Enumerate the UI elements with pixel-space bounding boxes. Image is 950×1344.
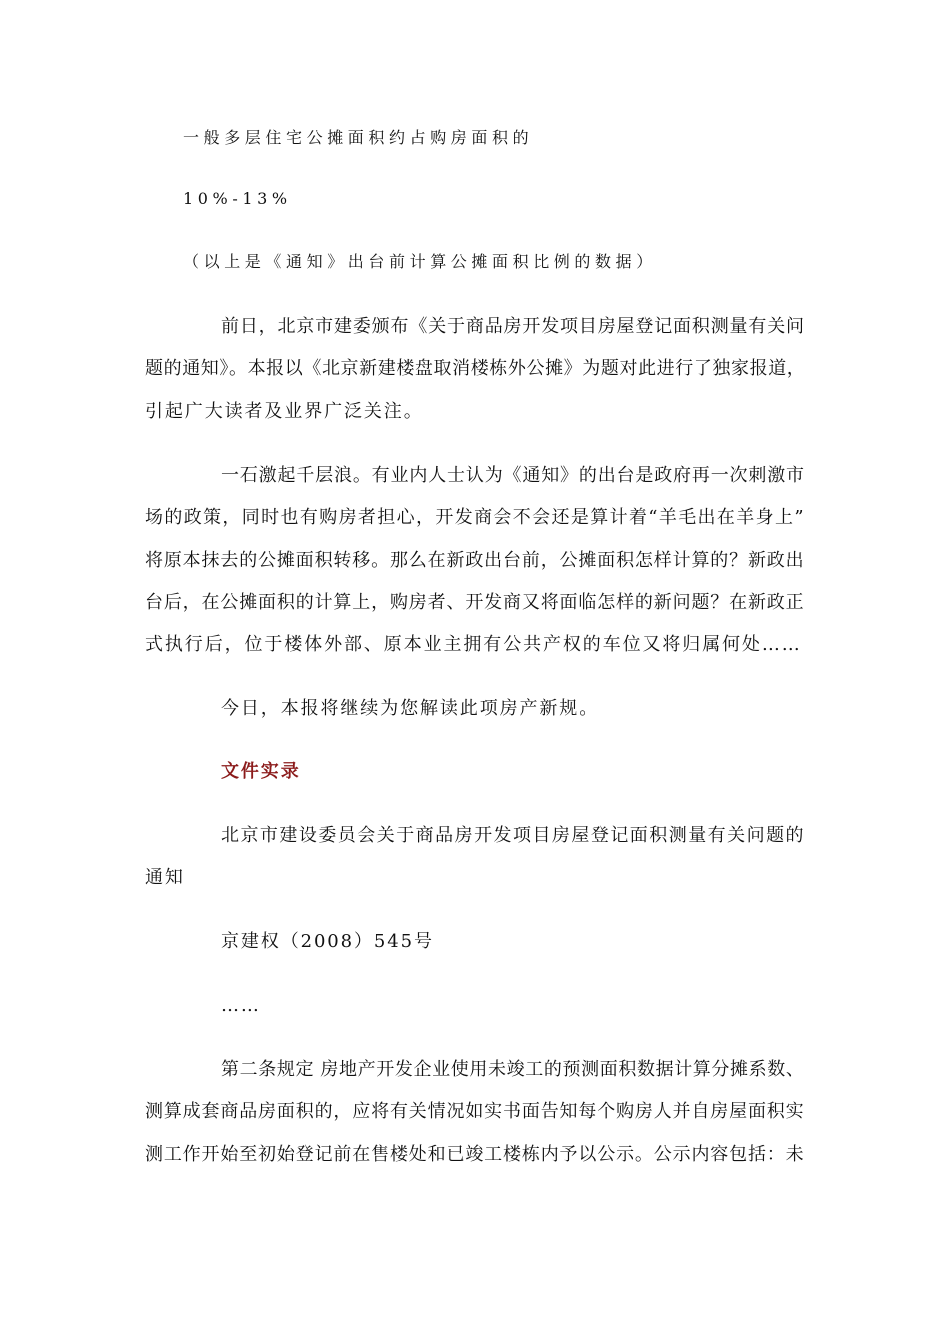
paragraph1-line-2: 题的通知》。本报以《北京新建楼盘取消楼栋外公摊》为题对此进行了独家报道，	[145, 358, 806, 379]
section-heading: 文件实录	[221, 761, 301, 782]
paragraph2-line-4: 台后，在公摊面积的计算上，购房者、开发商又将面临怎样的新问题？在新政正	[145, 592, 805, 613]
paragraph1-line-1: 前日，北京市建委颁布《关于商品房开发项目房屋登记面积测量有关问	[221, 316, 805, 337]
ellipsis: ……	[221, 995, 261, 1016]
paragraph1-line-3: 引起广大读者及业界广泛关注。	[145, 401, 424, 422]
notice-title-line-1: 北京市建设委员会关于商品房开发项目房屋登记面积测量有关问题的	[221, 825, 805, 846]
article2-line-2: 测算成套商品房面积的，应将有关情况如实书面告知每个购房人并自房屋面积实	[145, 1101, 805, 1122]
notice-title-line-2: 通知	[145, 867, 185, 888]
intro-line-1: 一般多层住宅公摊面积约占购房面积的	[183, 128, 534, 147]
intro-line-3: （以上是《通知》出台前计算公摊面积比例的数据）	[183, 252, 657, 271]
paragraph2-line-5: 式执行后，位于楼体外部、原本业主拥有公共产权的车位又将归属何处……	[145, 634, 802, 655]
paragraph3: 今日，本报将继续为您解读此项房产新规。	[221, 698, 600, 719]
article2-line-1: 第二条规定 房地产开发企业使用未竣工的预测面积数据计算分摊系数、	[221, 1059, 805, 1080]
doc-number: 京建权（2008）545号	[221, 931, 434, 952]
paragraph2-line-3: 将原本抹去的公摊面积转移。那么在新政出台前，公摊面积怎样计算的？新政出	[145, 550, 805, 571]
intro-line-2: 10%-13%	[183, 189, 292, 208]
paragraph2-line-1: 一石激起千层浪。有业内人士认为《通知》的出台是政府再一次刺激市	[221, 465, 805, 486]
article2-line-3: 测工作开始至初始登记前在售楼处和已竣工楼栋内予以公示。公示内容包括：未	[145, 1144, 805, 1165]
paragraph2-line-2: 场的政策，同时也有购房者担心，开发商会不会还是算计着“羊毛出在羊身上”	[145, 507, 805, 528]
